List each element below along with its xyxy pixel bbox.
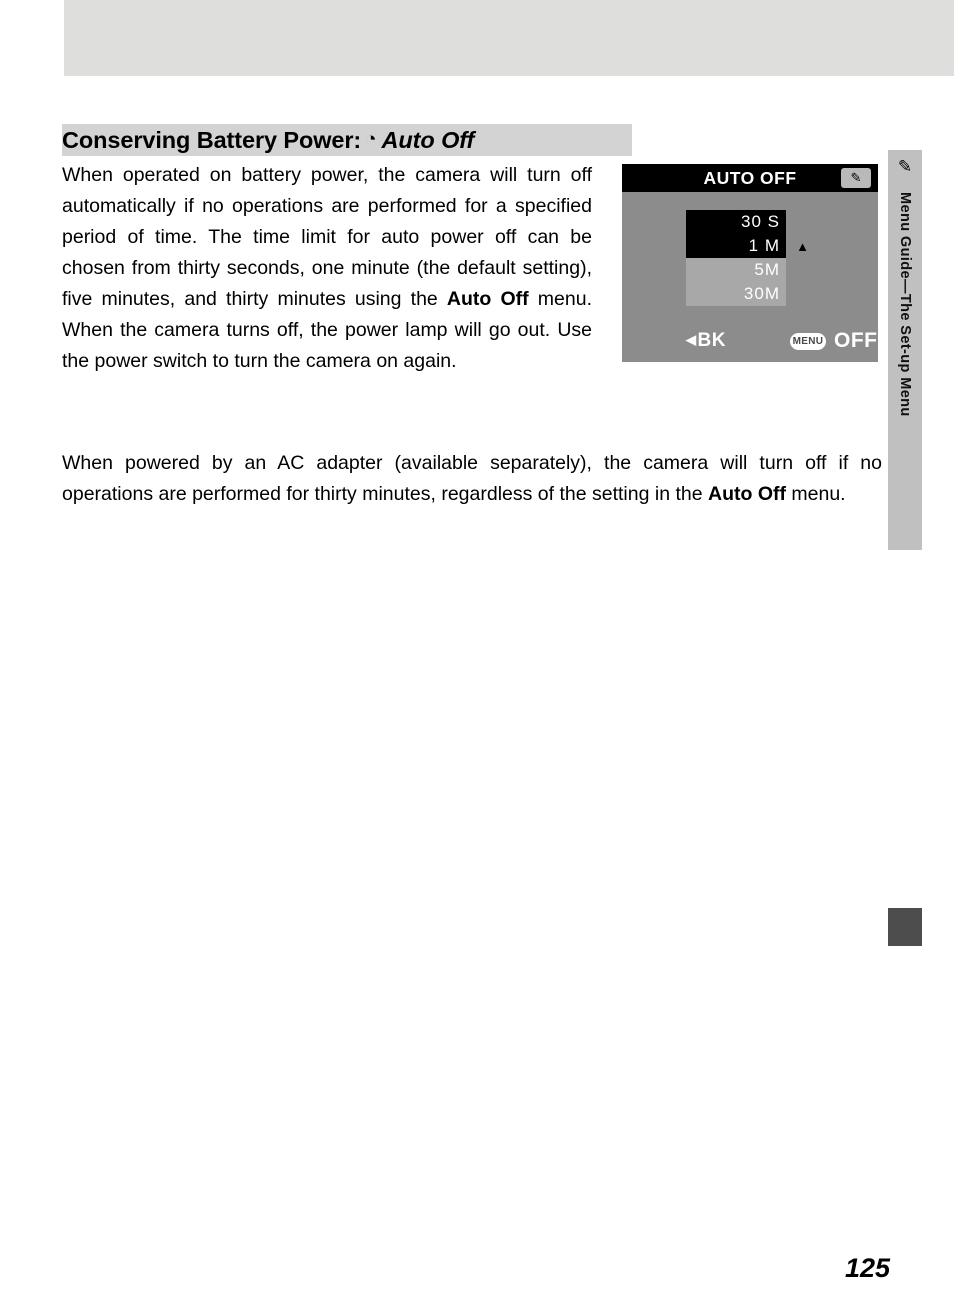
side-tab-label (888, 186, 922, 550)
lcd-option-30s-label: 30 S (741, 212, 780, 231)
lcd-title-bar (622, 164, 878, 192)
paragraph-1-text-b: menu. When the camera turns off, the power lamp will go out. Use the power switch to turn the camera on again. (62, 288, 592, 372)
paragraph-1-text-a: When operated on battery power, the camera will turn off automatically if no operations are performed for a specified period of time. The time limit for auto power off can be chosen from thirty seconds, one minute (the default setting), five minutes, and thirty minutes using the (62, 164, 592, 310)
camera-lcd-figure (622, 164, 878, 362)
lcd-menu-button (790, 333, 826, 350)
page-title-subject: Auto Off (381, 126, 475, 153)
lcd-bottom-bar (622, 328, 878, 354)
lcd-option-5m-label: 5M (754, 260, 780, 279)
body-paragraph-2 (62, 448, 882, 510)
page-title (62, 124, 632, 156)
clock-icon: ◔ (365, 129, 377, 150)
lcd-back-label: BK (697, 330, 726, 351)
paragraph-2-text-a: When powered by an AC adapter (available separately), the camera will turn off if no operations are performed for thirty minutes, regardless of the setting in the (62, 452, 882, 505)
lcd-option-row (686, 210, 786, 234)
side-tab-label-text: Menu Guide—The Set-up Menu (897, 192, 913, 417)
pencil-icon: ✎ (841, 168, 871, 188)
page-header-band (64, 0, 954, 76)
lcd-title-text: AUTO OFF (703, 167, 797, 188)
lcd-option-1m-label: 1 M (748, 236, 780, 255)
paragraph-2-bold: Auto Off (708, 483, 786, 505)
lcd-option-5m (686, 258, 786, 282)
paragraph-1-bold: Auto Off (446, 288, 529, 310)
lcd-current-selection-marker: ▲ (796, 238, 810, 254)
lcd-option-30m (686, 282, 786, 306)
paragraph-2-text-b: menu. (785, 483, 846, 505)
lcd-option-1m (686, 234, 810, 258)
page-title-prefix: Conserving Battery Power: (62, 126, 362, 153)
pencil-icon: ✎ (888, 150, 922, 184)
left-arrow-icon: ◀ (686, 332, 697, 347)
lcd-option-30s (686, 210, 786, 234)
lcd-option-row (686, 234, 810, 258)
lcd-back-control (686, 330, 726, 352)
body-paragraph-1 (62, 160, 592, 377)
side-tab-marker (888, 908, 922, 946)
lcd-option-list (686, 210, 810, 306)
lcd-menu-button-label: MENU (792, 335, 824, 347)
lcd-option-row (686, 282, 786, 306)
lcd-option-30m-label: 30M (743, 284, 780, 303)
lcd-off-label: OFF (834, 329, 878, 352)
lcd-option-row (686, 258, 786, 282)
page-number: 125 (844, 1253, 890, 1283)
